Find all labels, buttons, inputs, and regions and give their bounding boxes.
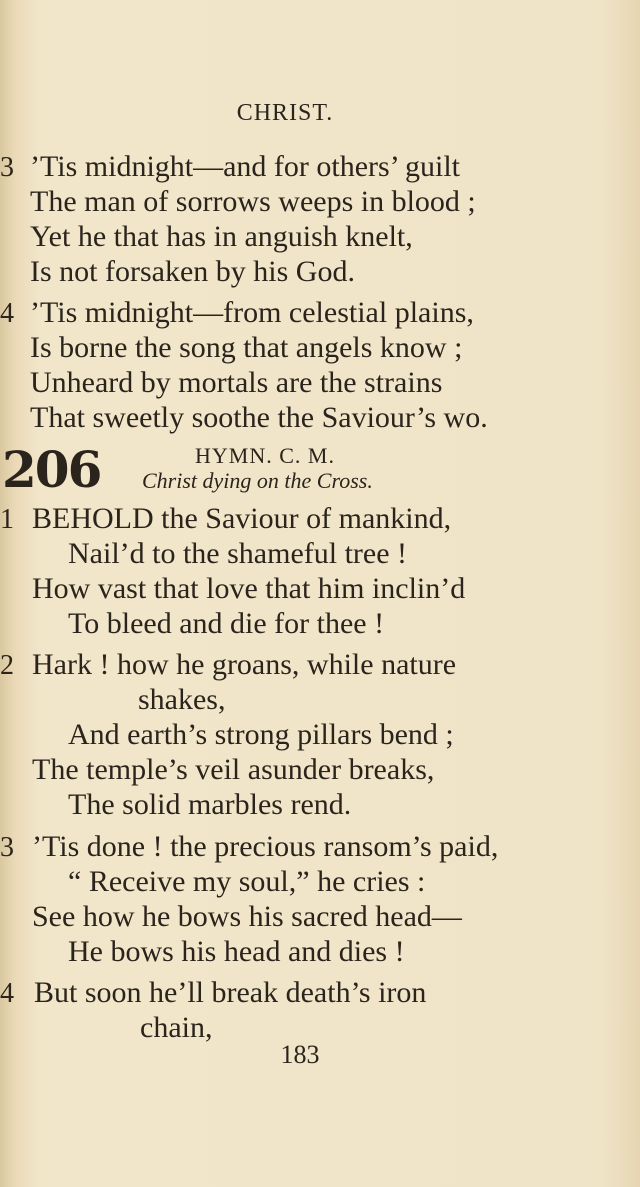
verse-line: Unheard by mortals are the strains xyxy=(30,366,443,399)
verse-line: “ Receive my soul,” he cries : xyxy=(68,865,426,898)
verse-line: How vast that love that him inclin’d xyxy=(32,572,466,605)
verse-line: chain, xyxy=(140,1011,213,1044)
verse-line: But soon he’ll break death’s iron xyxy=(34,976,427,1009)
verse-line: Hark ! how he groans, while nature xyxy=(32,648,457,681)
verse-line: ’Tis midnight—and for others’ guilt xyxy=(30,150,460,183)
verse-line: ’Tis done ! the precious ransom’s paid, xyxy=(32,830,499,863)
verse-line: shakes, xyxy=(138,683,226,716)
stanza-number: 4 xyxy=(0,978,14,1009)
verse-line: Is not forsaken by his God. xyxy=(30,255,355,288)
verse-line: BEHOLD the Saviour of mankind, xyxy=(32,502,452,535)
stanza-number: 1 xyxy=(0,504,14,535)
verse-line: That sweetly soothe the Saviour’s wo. xyxy=(30,401,488,434)
page-number: 183 xyxy=(280,1040,320,1069)
stanza-number: 4 xyxy=(0,298,14,329)
stanza-number: 2 xyxy=(0,650,14,681)
hymn-number: 206 xyxy=(2,440,101,499)
hymn-title: HYMN. C. M. xyxy=(195,443,335,468)
verse-line: The temple’s veil asunder breaks, xyxy=(32,753,435,786)
verse-line: Is borne the song that angels know ; xyxy=(30,331,463,364)
stanza-number: 3 xyxy=(0,152,14,183)
verse-line: The man of sorrows weeps in blood ; xyxy=(30,185,476,218)
stanza-number: 3 xyxy=(0,832,14,863)
verse-line: He bows his head and dies ! xyxy=(68,935,405,968)
verse-line: To bleed and die for thee ! xyxy=(68,607,385,640)
running-header: CHRIST. xyxy=(236,100,334,126)
verse-line: Yet he that has in anguish knelt, xyxy=(30,220,413,253)
verse-line: And earth’s strong pillars bend ; xyxy=(68,718,454,751)
verse-line: See how he bows his sacred head— xyxy=(32,900,462,933)
verse-line: ’Tis midnight—from celestial plains, xyxy=(30,296,474,329)
verse-line: Nail’d to the shameful tree ! xyxy=(68,537,408,570)
verse-line: The solid marbles rend. xyxy=(68,788,352,821)
hymn-subtitle: Christ dying on the Cross. xyxy=(142,468,373,493)
